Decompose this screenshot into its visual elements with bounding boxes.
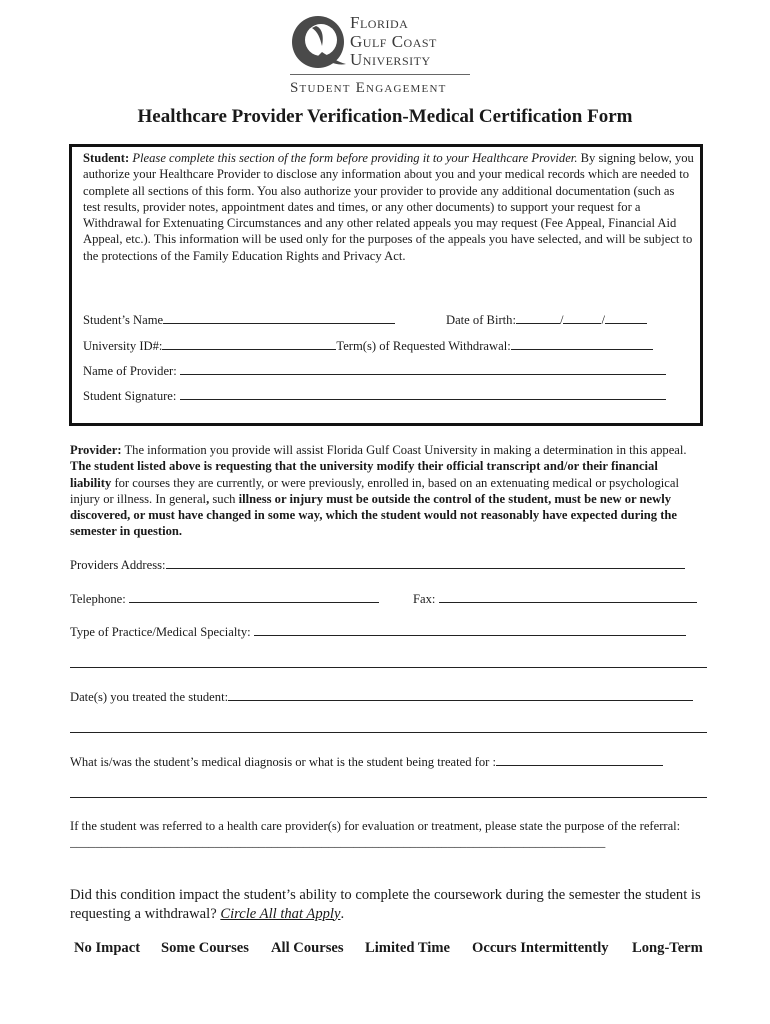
org-line-2: Gulf Coast [350,31,437,51]
referral-question: If the student was referred to a health care provider(s) for evaluation or treatment, please state the purpose of the referral: [70,819,681,833]
header-logo [288,12,488,102]
practice-row [70,623,686,640]
provider-name-label: Name of Provider: [83,364,177,378]
option-limited-time[interactable]: Limited Time [365,940,450,956]
fax-row [413,590,697,607]
university-id-row [83,337,653,354]
practice-field[interactable] [254,623,686,636]
student-signature-row [83,387,666,404]
student-signature-field[interactable] [180,387,666,400]
organization-name [350,14,437,70]
dates-extra-line[interactable] [70,732,707,733]
option-no-impact[interactable]: No Impact [74,940,141,956]
diagnosis-extra-line[interactable] [70,797,707,798]
practice-label: Type of Practice/Medical Specialty: [70,625,251,639]
dob-label: Date of Birth: [446,313,516,327]
provider-lead: Provider: [70,443,122,457]
dates-treated-label: Date(s) you treated the student: [70,690,229,704]
option-all-courses[interactable]: All Courses [271,940,344,956]
telephone-row [70,590,379,607]
student-body: By signing below, you authorize your Healthcare Provider to disclose any information about you and your medical records which are needed to complete all sections of this form. You also authorize your provider to provide any additional documentation (such as test results, provider notes, appointment dates and times, or any other documents) to support your request for a Withdrawal for Extenuating Circumstances and any other related appeals you may request (Fee Appeal, Financial Aid Appeal, etc.). This information will be used only for the purposes of the appeals you have selected, and will be subject to the protections of the Family Education Rights and Privacy Act. [83,151,694,263]
dates-treated-row [70,688,693,705]
logo-divider [290,74,470,75]
university-id-field[interactable] [162,337,336,350]
impact-question [70,886,710,923]
provider-bold-2: , [206,491,210,506]
student-name-label: Student’s Name [83,313,164,327]
department-name: Student Engagement [290,80,447,96]
student-instructions [83,150,695,264]
fax-field[interactable] [439,590,697,603]
university-id-label: University ID#: [83,339,163,353]
term-label: Term(s) of Requested Withdrawal: [336,339,511,353]
org-line-3: University [350,50,431,69]
provider-bold-3: illness or injury must be outside the control of the student, must be new or newly discovered, or must have changed in some way, which the student would not reasonably have expected during the semester in question. [70,491,677,539]
option-occurs-intermittently[interactable]: Occurs Intermittently [472,940,609,956]
dob-separator: / [559,313,564,327]
referral-text [70,818,710,851]
practice-extra-line[interactable] [70,667,707,668]
student-signature-label: Student Signature: [83,389,177,403]
dob-row [446,311,647,328]
providers-address-label: Providers Address: [70,558,166,572]
providers-address-row [70,556,685,573]
dob-month-field[interactable] [516,311,560,324]
providers-address-field[interactable] [166,556,685,569]
provider-instructions [70,442,700,540]
provider-text-1: The information you provide will assist Florida Gulf Coast University in making a determination in this appeal. [121,443,687,457]
provider-bold-1: The student listed above is requesting that the university modify their official transcript and/or their financial liability [70,459,658,490]
org-line-1: Florida [350,13,409,32]
referral-answer-line[interactable]: _____________________________________________________________________________________ [70,835,606,850]
provider-name-row [83,362,666,379]
student-name-row [83,311,395,328]
form-title: Healthcare Provider Verification-Medical Certification Form [137,106,633,127]
diagnosis-field[interactable] [496,753,663,766]
fax-label: Fax: [413,592,436,606]
student-lead: Student: [83,151,130,165]
telephone-label: Telephone: [70,592,126,606]
provider-text-3: such [209,491,239,506]
provider-name-field[interactable] [180,362,666,375]
telephone-field[interactable] [129,590,379,603]
term-field[interactable] [511,337,653,350]
provider-text-2: for courses they are currently, or were previously, enrolled in, based on an extenuating medical or psychological injury or illness. In general [70,475,679,506]
student-name-field[interactable] [163,311,395,324]
dob-day-field[interactable] [563,311,601,324]
fgcu-logo-icon [288,12,348,72]
impact-period: . [340,905,345,922]
dob-separator: / [601,313,605,327]
dob-year-field[interactable] [605,311,647,324]
dates-treated-field[interactable] [228,688,693,701]
impact-instruction: Circle All that Apply [220,905,341,922]
diagnosis-label: What is/was the student’s medical diagnosis or what is the student being treated for : [70,755,496,769]
impact-question-text: Did this condition impact the student’s ability to complete the coursework during the semester the student is requesting a withdrawal? [70,887,701,922]
student-instruction: Please complete this section of the form before providing it to your Healthcare Provider. [132,151,578,165]
option-some-courses[interactable]: Some Courses [161,940,249,956]
diagnosis-row [70,753,663,770]
option-long-term[interactable]: Long-Term [632,940,703,956]
